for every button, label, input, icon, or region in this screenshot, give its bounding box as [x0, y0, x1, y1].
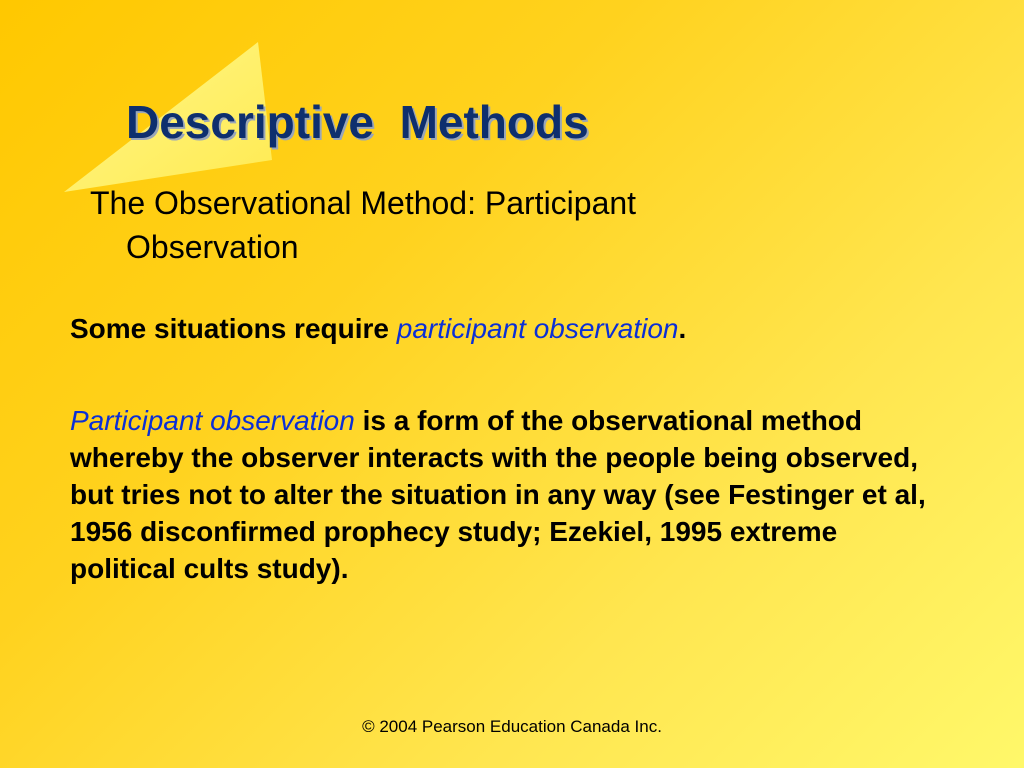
- paragraph-1-emphasis: participant observation: [396, 313, 679, 344]
- slide-title: Descriptive Methods: [126, 96, 589, 148]
- slide-subtitle: [90, 181, 890, 269]
- subtitle-line-1: The Observational Method: Participant: [90, 185, 637, 221]
- footer-text: © 2004 Pearson Education Canada Inc.: [362, 717, 662, 736]
- paragraph-2-text: is a form of the observational method whereby the observer interacts with the people being observed, but tries not to alter the situation in any way (see Festinger et al, 1956 disconfirmed prophecy study; Ezekiel, 1995 extreme political cults study).: [70, 405, 926, 584]
- paragraph-1: [70, 310, 950, 347]
- paragraph-2: [70, 402, 950, 587]
- subtitle-line-2: Observation: [126, 229, 299, 265]
- footer-copyright: [0, 717, 1024, 737]
- paragraph-1-text: Some situations require: [70, 313, 397, 344]
- paragraph-2-emphasis: Participant observation: [70, 405, 355, 436]
- paragraph-1-end: .: [678, 313, 687, 344]
